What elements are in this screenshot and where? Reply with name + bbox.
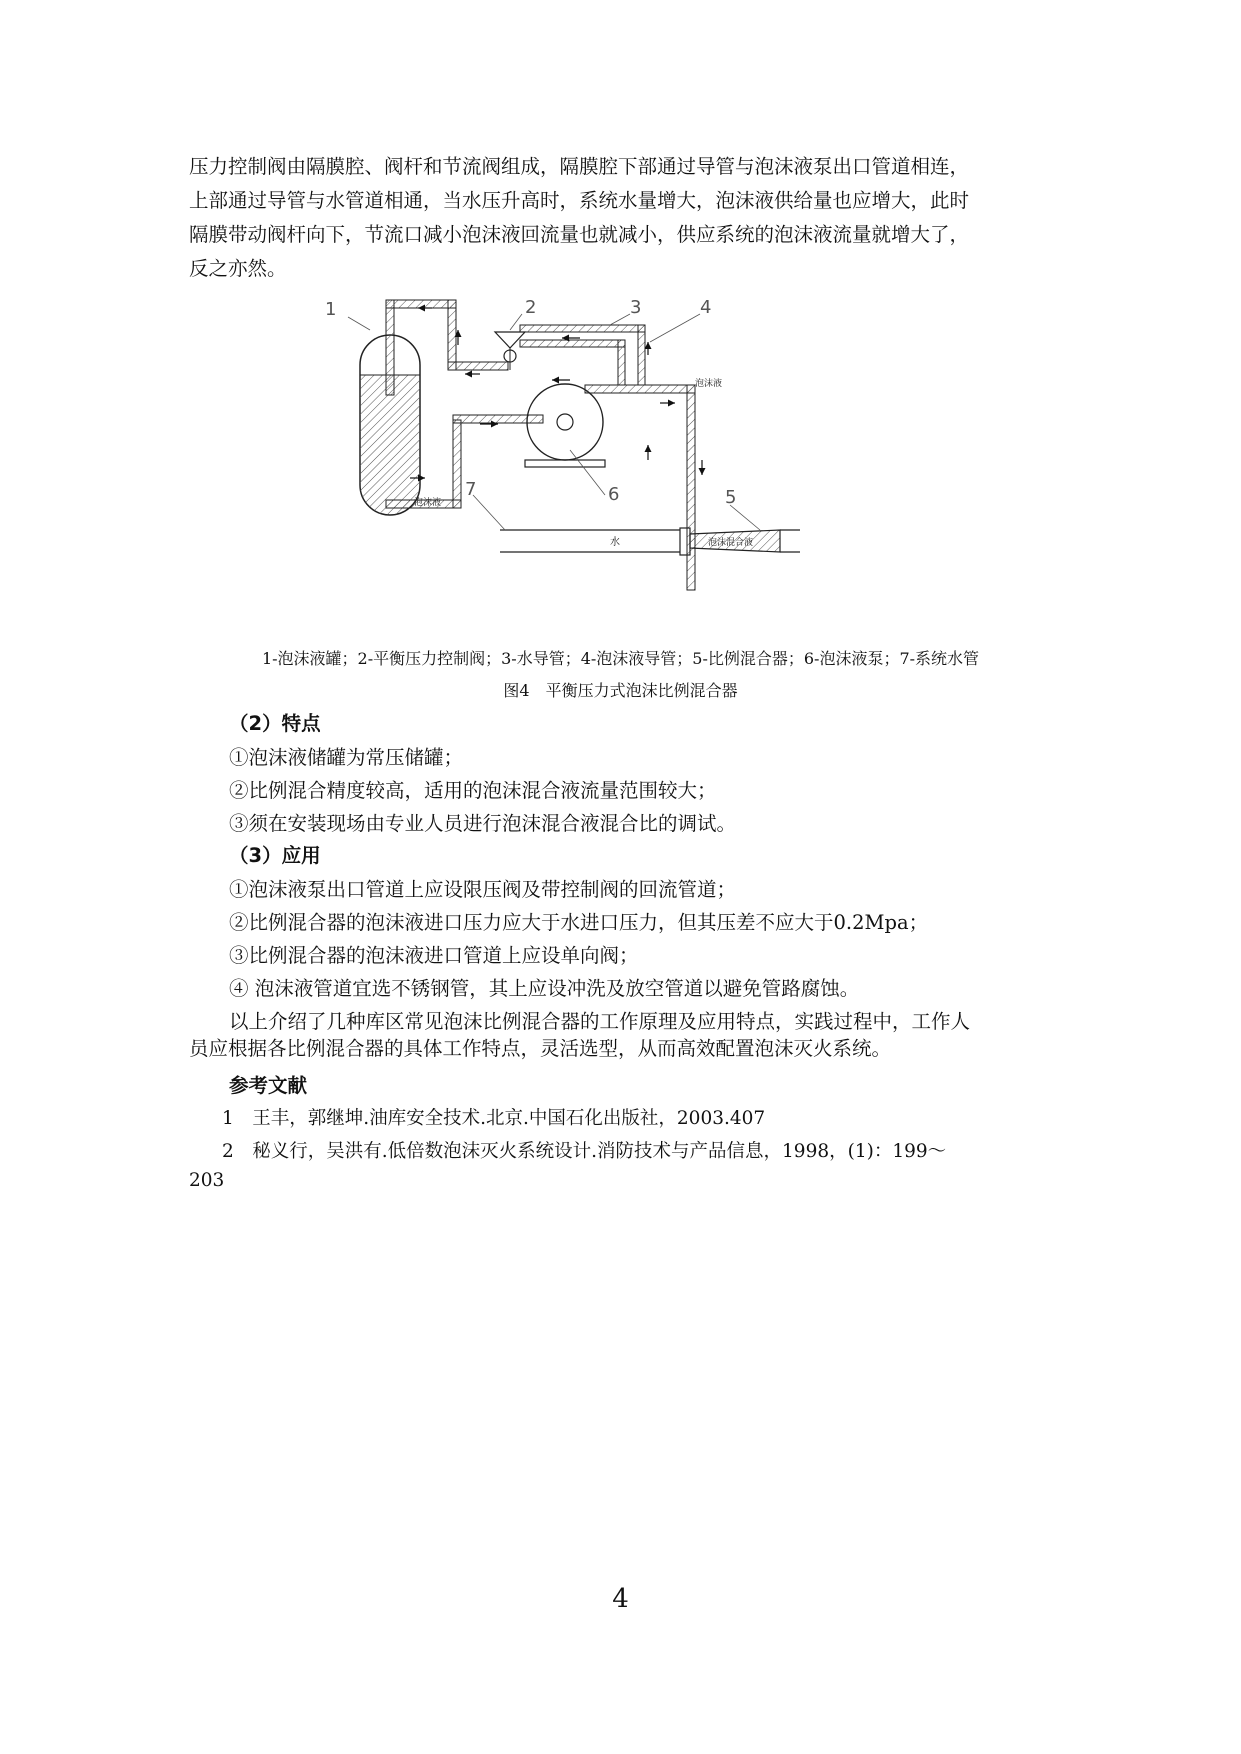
figure-caption: 图4 平衡压力式泡沫比例混合器	[503, 681, 738, 700]
callout-4: 4	[700, 297, 712, 318]
water-conduit	[520, 325, 645, 385]
application-item: ①泡沫液泵出口管道上应设限压阀及带控制阀的回流管道；	[229, 878, 737, 901]
intro-line: 上部通过导管与水管道相通，当水压升高时，系统水量增大，泡沫液供给量也应增大，此时	[189, 189, 970, 212]
application-item: ③比例混合器的泡沫液进口管道上应设单向阀；	[229, 944, 639, 967]
callout-3: 3	[630, 297, 642, 318]
pump-outlet-pipe	[585, 385, 695, 590]
references-heading: 参考文献	[229, 1074, 308, 1097]
foam-label: 泡沫液	[414, 498, 442, 508]
intro-line: 反之亦然。	[189, 257, 287, 280]
feature-item: ②比例混合精度较高，适用的泡沫混合液流量范围较大；	[229, 779, 717, 802]
intro-paragraph	[189, 150, 1059, 286]
reference-item: 2 秘义行，吴洪有.低倍数泡沫灭火系统设计.消防技术与产品信息，1998，(1)：199～	[222, 1141, 947, 1162]
feature-item: ③须在安装现场由专业人员进行泡沫混合液混合比的调试。	[229, 812, 737, 835]
figure-legend: 1-泡沫液罐；2-平衡压力控制阀；3-水导管；4-泡沫液导管；5-比例混合器；6-泡沫液泵；7-系统水管	[261, 649, 980, 668]
application-heading: （3）应用	[229, 844, 321, 867]
callout-5: 5	[725, 487, 737, 508]
conclusion-line-2	[189, 1032, 1059, 1066]
foam-proportioner-diagram	[325, 297, 850, 630]
callout-6: 6	[608, 484, 620, 505]
foam-pump	[525, 384, 605, 467]
features-heading: （2）特点	[229, 712, 321, 735]
foam-outlet-label: 泡沫液	[695, 379, 723, 389]
callout-2: 2	[525, 297, 537, 318]
foam-conduit	[520, 340, 625, 385]
intro-line: 压力控制阀由隔膜腔、阀杆和节流阀组成，隔膜腔下部通过导管与泡沫液泵出口管道相连，	[189, 155, 970, 178]
application-item: ④ 泡沫液管道宜选不锈钢管，其上应设冲洗及放空管道以避免管路腐蚀。	[229, 977, 860, 1000]
water-label: 水	[610, 537, 620, 548]
page-number: 4	[612, 1584, 629, 1614]
conclusion-line: 员应根据各比例混合器的具体工作特点，灵活选型，从而高效配置泡沫灭火系统。	[189, 1037, 892, 1060]
reference-item: 1 王丰，郭继坤.油库安全技术.北京.中国石化出版社，2003.407	[222, 1108, 766, 1129]
mix-label: 泡沫混合液	[708, 538, 754, 548]
feature-item: ①泡沫液储罐为常压储罐；	[229, 746, 464, 769]
system-water-pipe	[500, 528, 690, 555]
conclusion-line: 以上介绍了几种库区常见泡沫比例混合器的工作原理及应用特点，实践过程中，工作人	[229, 1010, 971, 1033]
callout-1: 1	[325, 299, 337, 320]
intro-line: 隔膜带动阀杆向下，节流口减小泡沫液回流量也就减小，供应系统的泡沫液流量就增大了，	[189, 223, 970, 246]
application-item: ②比例混合器的泡沫液进口压力应大于水进口压力，但其压差不应大于0.2Mpa；	[229, 911, 929, 934]
callout-7: 7	[465, 479, 477, 500]
reference-continuation: 203	[189, 1170, 225, 1191]
